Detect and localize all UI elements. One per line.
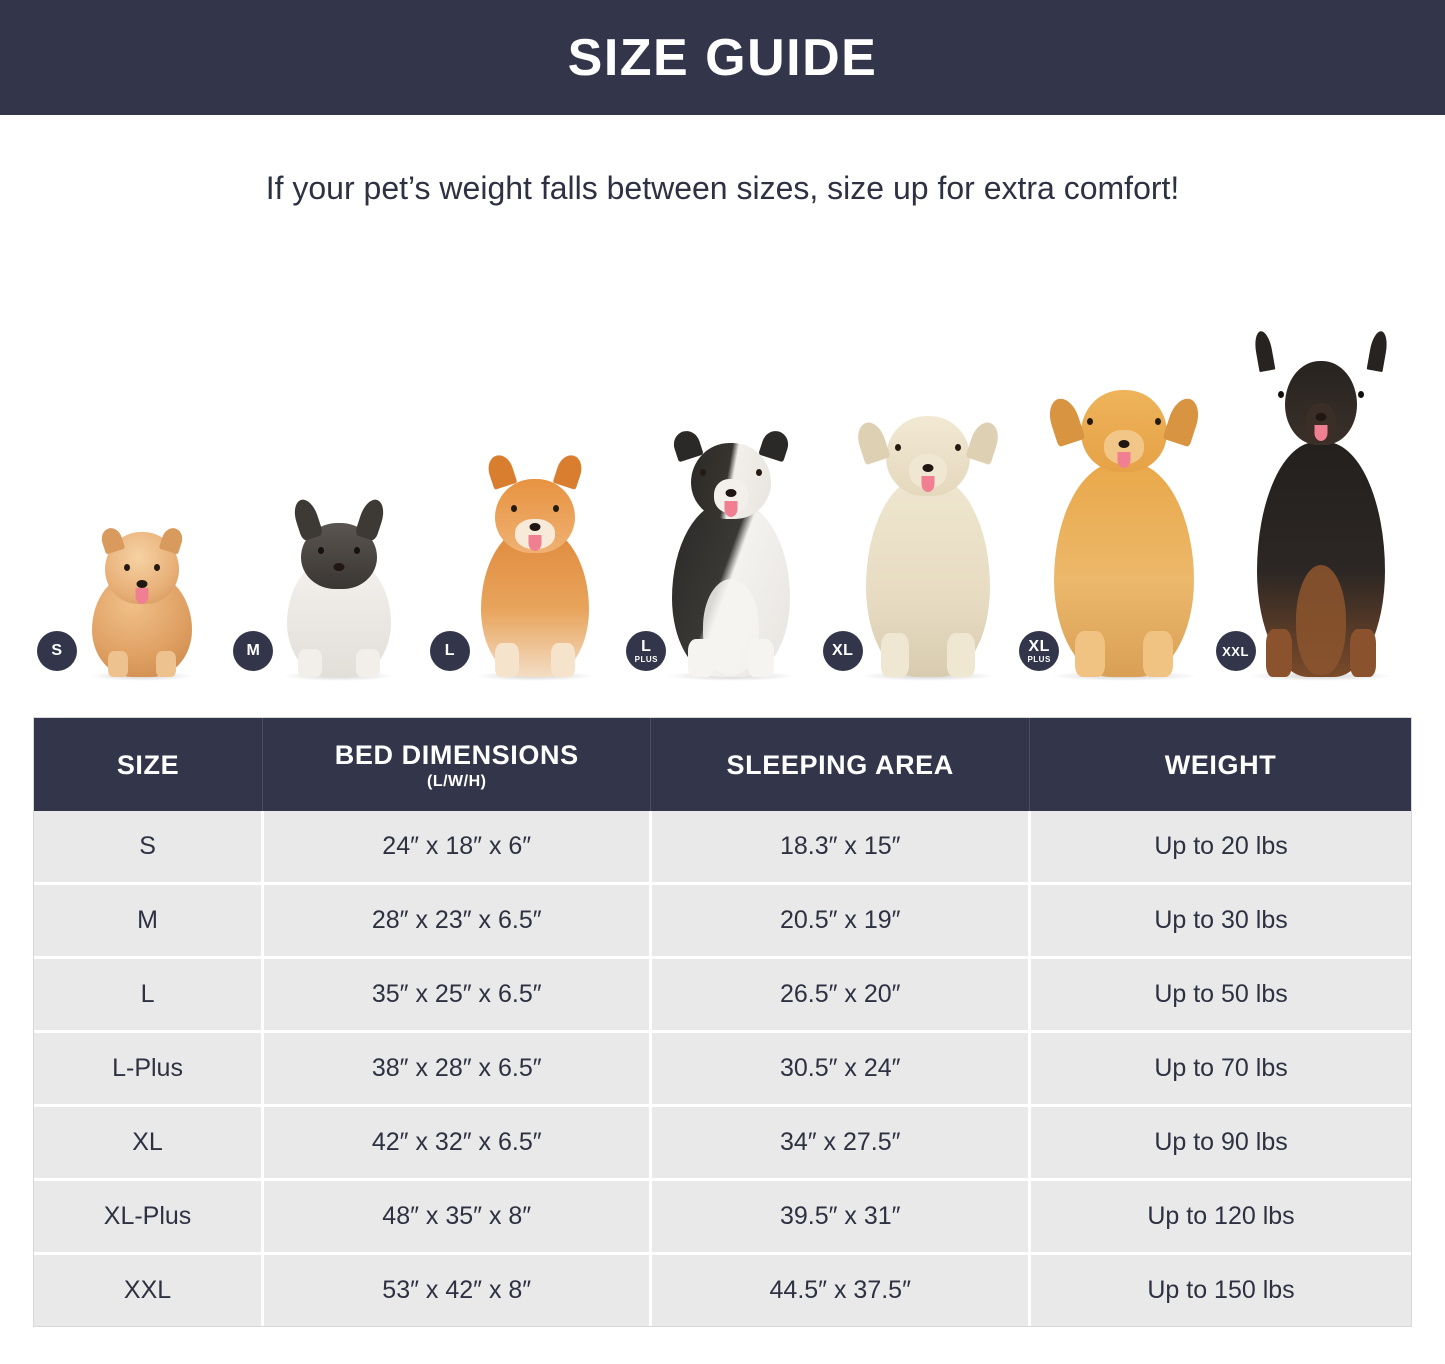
dog-leg-right [1143, 631, 1173, 677]
dog-illustration-pomeranian [82, 502, 202, 677]
cell-bed: 48″ x 35″ x 8″ [263, 1180, 651, 1254]
dog-illustration-french-bulldog [274, 487, 404, 677]
cell-bed: 24″ x 18″ x 6″ [263, 811, 651, 884]
dog-nose [726, 489, 737, 497]
size-badge-xl-plus: XL PLUS [1019, 631, 1059, 671]
dog-tongue [1118, 452, 1131, 468]
dog-leg-right [156, 651, 176, 677]
dog-eye-left [318, 547, 324, 554]
column-header-weight: WEIGHT [1030, 718, 1411, 811]
cell-size: XL-Plus [34, 1180, 263, 1254]
dog-cell-l-plus [624, 247, 820, 677]
dog-illustration-shiba-inu [465, 447, 605, 677]
dog-cell-l [428, 247, 624, 677]
dog-tongue [136, 588, 149, 604]
size-badge-l: L [430, 631, 470, 671]
dog-leg-right [947, 633, 975, 677]
dog-illustration-golden-retriever [1039, 372, 1209, 677]
column-header-size: SIZE [34, 718, 263, 811]
dog-leg-right [551, 643, 575, 677]
cell-sleeping: 26.5″ x 20″ [651, 958, 1030, 1032]
dog-leg-left [108, 651, 128, 677]
size-guide-header [0, 0, 1445, 115]
cell-bed: 53″ x 42″ x 8″ [263, 1254, 651, 1327]
cell-weight: Up to 50 lbs [1030, 958, 1411, 1032]
dog-nose [922, 464, 933, 472]
size-badge-m: M [233, 631, 273, 671]
cell-weight: Up to 30 lbs [1030, 884, 1411, 958]
cell-size: XL [34, 1106, 263, 1180]
cell-weight: Up to 20 lbs [1030, 811, 1411, 884]
cell-sleeping: 20.5″ x 19″ [651, 884, 1030, 958]
dog-eye-left [895, 444, 901, 451]
size-badge-xxl: XXL [1216, 631, 1256, 671]
cell-sleeping: 18.3″ x 15″ [651, 811, 1030, 884]
cell-size: L-Plus [34, 1032, 263, 1106]
dog-size-illustrations [0, 247, 1445, 677]
dog-ear-left [1045, 395, 1086, 447]
table-row [34, 811, 1411, 884]
dog-leg-left [1075, 631, 1105, 677]
dog-illustration-doberman [1236, 347, 1406, 677]
dog-tongue [529, 535, 542, 551]
table-row [34, 884, 1411, 958]
cell-bed: 28″ x 23″ x 6.5″ [263, 884, 651, 958]
dog-eye-right [1358, 391, 1364, 398]
column-header-bed-dimensions [263, 718, 651, 811]
size-badge-s: S [37, 631, 77, 671]
table-row [34, 958, 1411, 1032]
dog-leg-right [748, 639, 774, 677]
cell-weight: Up to 120 lbs [1030, 1180, 1411, 1254]
dog-leg-left [1266, 629, 1292, 677]
cell-size: S [34, 811, 263, 884]
cell-sleeping: 30.5″ x 24″ [651, 1032, 1030, 1106]
dog-cell-m [231, 247, 427, 677]
dog-nose [1315, 413, 1326, 421]
dog-leg-left [298, 649, 322, 677]
dog-ear-right [965, 419, 1002, 465]
subtitle-text: If your pet’s weight falls between sizes, size up for extra comfort! [265, 170, 1180, 206]
cell-weight: Up to 70 lbs [1030, 1032, 1411, 1106]
dog-leg-left [688, 639, 714, 677]
dog-nose [137, 580, 148, 588]
dog-leg-right [356, 649, 380, 677]
table-row [34, 1254, 1411, 1327]
dog-ear-left [290, 497, 323, 542]
size-chart-table [34, 718, 1411, 1326]
dog-ear-right [553, 452, 586, 490]
dog-cell-xl-plus [1017, 247, 1213, 677]
cell-bed: 38″ x 28″ x 6.5″ [263, 1032, 651, 1106]
table-row [34, 1180, 1411, 1254]
dog-ear-right [1163, 395, 1204, 447]
cell-sleeping: 39.5″ x 31″ [651, 1180, 1030, 1254]
dog-nose [333, 563, 344, 571]
dog-chest [1296, 565, 1346, 675]
dog-ear-right [354, 497, 387, 542]
dog-nose [530, 523, 541, 531]
page-title: SIZE GUIDE [567, 28, 878, 87]
dog-tongue [921, 476, 934, 492]
column-header-bed-dimensions-label: BED DIMENSIONS [334, 740, 579, 770]
cell-size: XXL [34, 1254, 263, 1327]
cell-bed: 42″ x 32″ x 6.5″ [263, 1106, 651, 1180]
dog-cell-xl [821, 247, 1017, 677]
table-header-row [34, 718, 1411, 811]
dog-eye-right [955, 444, 961, 451]
cell-weight: Up to 90 lbs [1030, 1106, 1411, 1180]
cell-sleeping: 34″ x 27.5″ [651, 1106, 1030, 1180]
dog-ear-left [1252, 330, 1275, 372]
table-row [34, 1106, 1411, 1180]
size-chart-table-wrapper [33, 717, 1412, 1327]
cell-weight: Up to 150 lbs [1030, 1254, 1411, 1327]
cell-bed: 35″ x 25″ x 6.5″ [263, 958, 651, 1032]
column-header-sleeping-area: SLEEPING AREA [651, 718, 1030, 811]
dog-eye-right [354, 547, 360, 554]
dog-eye-left [1278, 391, 1284, 398]
dog-leg-left [495, 643, 519, 677]
dog-ear-right [759, 428, 792, 463]
subtitle-section [0, 115, 1445, 207]
dog-ear-left [853, 419, 890, 465]
dog-cell-s [35, 247, 231, 677]
dog-tongue [1314, 425, 1327, 441]
dog-illustration-labrador-retriever [849, 392, 1007, 677]
size-badge-l-plus: L PLUS [626, 631, 666, 671]
dog-cell-xxl [1214, 247, 1410, 677]
dog-illustration-border-collie [656, 417, 806, 677]
table-row [34, 1032, 1411, 1106]
dog-leg-right [1350, 629, 1376, 677]
dog-ear-right [1366, 330, 1389, 372]
column-header-bed-dimensions-sub: (L/W/H) [426, 773, 487, 790]
cell-sleeping: 44.5″ x 37.5″ [651, 1254, 1030, 1327]
cell-size: M [34, 884, 263, 958]
dog-leg-left [881, 633, 909, 677]
dog-nose [1119, 440, 1130, 448]
size-badge-xl: XL [823, 631, 863, 671]
cell-size: L [34, 958, 263, 1032]
dog-tongue [725, 501, 738, 517]
